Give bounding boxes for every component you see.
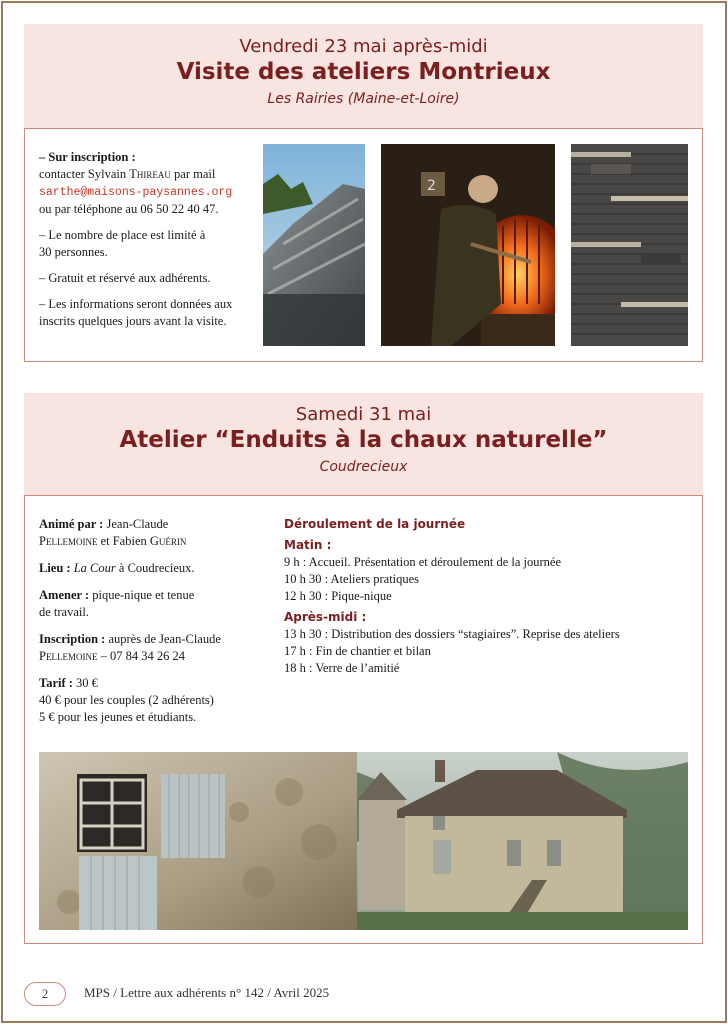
quarry-photo [263, 144, 365, 346]
schedule-item: 18 h : Verre de l’amitié [284, 661, 400, 675]
amener-text1: pique-nique et tenue [92, 588, 195, 602]
kiln-photo [381, 144, 555, 346]
limit-line1: – Le nombre de place est limité à [39, 228, 206, 242]
free-line: – Gratuit et réservé aux adhérents. [39, 271, 211, 285]
inscr-label: Inscription : [39, 632, 106, 646]
page-number: 2 [24, 982, 66, 1006]
contact-prefix: contacter Sylvain [39, 167, 127, 181]
stone-wall-photo [39, 752, 357, 930]
email-link[interactable]: sarthe@maisons-paysannes.org [39, 186, 233, 199]
amener-text2: de travail. [39, 605, 89, 619]
event2-details [24, 495, 703, 944]
anime-text: Jean-Claude [106, 517, 169, 531]
event1-header [24, 24, 703, 128]
amener-label: Amener : [39, 588, 90, 602]
tarif-label: Tarif : [39, 676, 73, 690]
schedule-item: 12 h 30 : Pique-nique [284, 589, 392, 603]
event1-place: Les Rairies (Maine-et-Loire) [267, 91, 460, 107]
lieu-rest: à Coudrecieux. [118, 561, 195, 575]
schedule-item: 10 h 30 : Ateliers pratiques [284, 572, 420, 586]
inscr-text: auprès de Jean-Claude [108, 632, 221, 646]
afternoon-label: Après-midi : [284, 610, 367, 624]
event2-schedule [284, 516, 694, 677]
svg-text:2: 2 [427, 178, 436, 194]
stone-house-photo [357, 752, 688, 930]
contact-suffix: par mail [174, 167, 216, 181]
schedule-item: 9 h : Accueil. Présentation et déroulement de la journée [284, 555, 561, 569]
publication-info: MPS / Lettre aux adhérents n° 142 / Avril 2025 [84, 985, 330, 1000]
event1-title: Visite des ateliers Montrieux [176, 59, 551, 85]
event2-header [24, 393, 703, 495]
tarif-couple: 40 € pour les couples (2 adhérents) [39, 693, 214, 707]
schedule-item: 17 h : Fin de chantier et bilan [284, 644, 431, 658]
event2-practical [39, 516, 269, 726]
event1-date: Vendredi 23 mai après-midi [239, 36, 488, 57]
info-line2: inscrits quelques jours avant la visite. [39, 314, 227, 328]
limit-line2: 30 personnes. [39, 245, 108, 259]
schedule-title: Déroulement de la journée [284, 517, 466, 531]
tarif-jeunes: 5 € pour les jeunes et étudiants. [39, 710, 197, 724]
inscr-phone: – 07 84 34 26 24 [100, 649, 185, 663]
info-line1: – Les informations seront données aux [39, 297, 233, 311]
anime-label: Animé par : [39, 517, 104, 531]
contact-name: Thireau [129, 167, 171, 181]
anime-name1: Pellemoine [39, 534, 98, 548]
brick-wall-photo [571, 144, 688, 346]
event2-place: Coudrecieux [319, 459, 408, 475]
tarif-value: 30 € [76, 676, 98, 690]
inscr-name: Pellemoine [39, 649, 98, 663]
phone-line: ou par téléphone au 06 50 22 40 47. [39, 202, 219, 216]
event2-date: Samedi 31 mai [295, 404, 432, 425]
schedule-item: 13 h 30 : Distribution des dossiers “stagiaires”. Reprise des ateliers [284, 627, 620, 641]
event1-text [39, 149, 261, 330]
lieu-place: La Cour [73, 561, 116, 575]
anime-name2: Guérin [149, 534, 187, 548]
morning-label: Matin : [284, 538, 332, 552]
anime-and: et Fabien [100, 534, 147, 548]
reg-label: – Sur inscription : [39, 150, 136, 164]
event2-title: Atelier “Enduits à la chaux naturelle” [119, 427, 608, 453]
event1-details [24, 128, 703, 362]
lieu-label: Lieu : [39, 561, 71, 575]
